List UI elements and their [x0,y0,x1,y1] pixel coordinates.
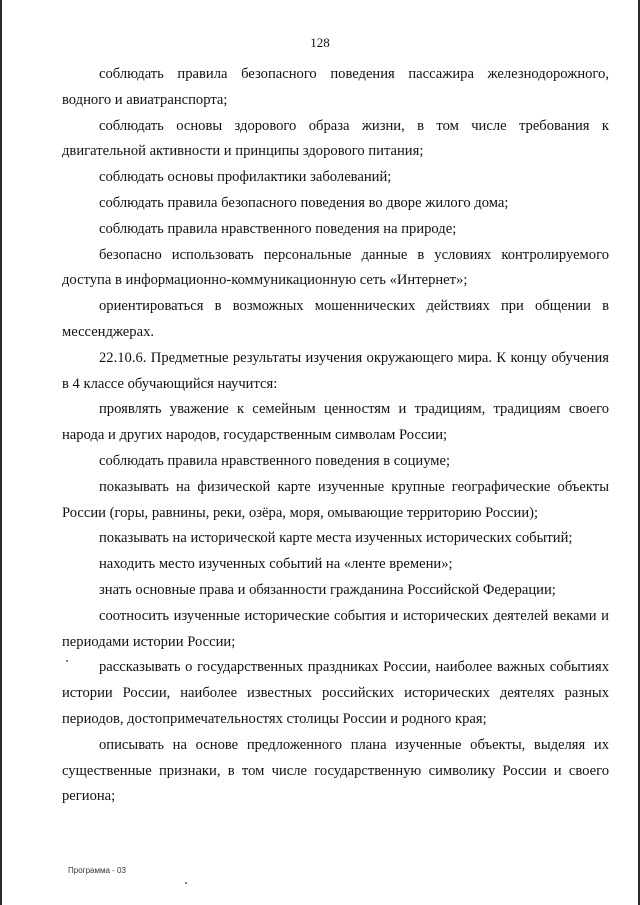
paragraph: соблюдать правила нравственного поведения на природе; [99,220,457,237]
paragraph: описывать на основе предложенного плана изученные объекты, выделяя их существенные признаки, в том числе государственную символику России и своего региона; [62,736,609,805]
paragraph: знать основные права и обязанности гражданина Российской Федерации; [99,581,556,598]
paragraph: рассказывать о государственных праздниках России, наиболее важных событиях истории России, наиболее известных российских исторических деятелях разных периодов, достопримечательностях столицы России и родного края; [62,659,609,727]
paragraph: соблюдать правила безопасного поведения пассажира железнодорожного, водного и авиатранспорта; [62,66,609,108]
scan-speck [185,882,187,884]
scan-speck [66,660,68,662]
paragraph: безопасно использовать персональные данные в условиях контролируемого доступа в информационно-коммуникационную сеть «Интернет»; [62,246,609,289]
footer-text: Программа - 03 [68,866,126,875]
paragraph: показывать на исторической карте места изученных исторических событий; [99,530,573,547]
paragraph: соблюдать основы профилактики заболеваний; [99,169,392,186]
paragraph: проявлять уважение к семейным ценностям и традициям, традициям своего народа и других народов, государственным символам России; [62,401,609,444]
paragraph: находить место изученных событий на «ленте времени»; [99,556,453,573]
paragraph: соотносить изученные исторические события и исторических деятелей веками и периодами истории России; [62,607,609,650]
paragraph: ориентироваться в возможных мошеннических действиях при общении в мессенджерах. [62,298,609,340]
paragraph: соблюдать правила нравственного поведения в социуме; [99,452,451,469]
document-body [62,62,609,810]
section-paragraph: 22.10.6. Предметные результаты изучения окружающего мира. К концу обучения в 4 классе обучающийся научится: [62,349,609,392]
paragraph: показывать на физической карте изученные крупные географические объекты России (горы, равнины, реки, озёра, моря, омывающие территорию России); [62,478,609,521]
paragraph: соблюдать основы здорового образа жизни, в том числе требования к двигательной активности и принципы здорового питания; [62,117,609,160]
page-number: 128 [310,35,330,50]
paragraph: соблюдать правила безопасного поведения во дворе жилого дома; [99,194,509,211]
